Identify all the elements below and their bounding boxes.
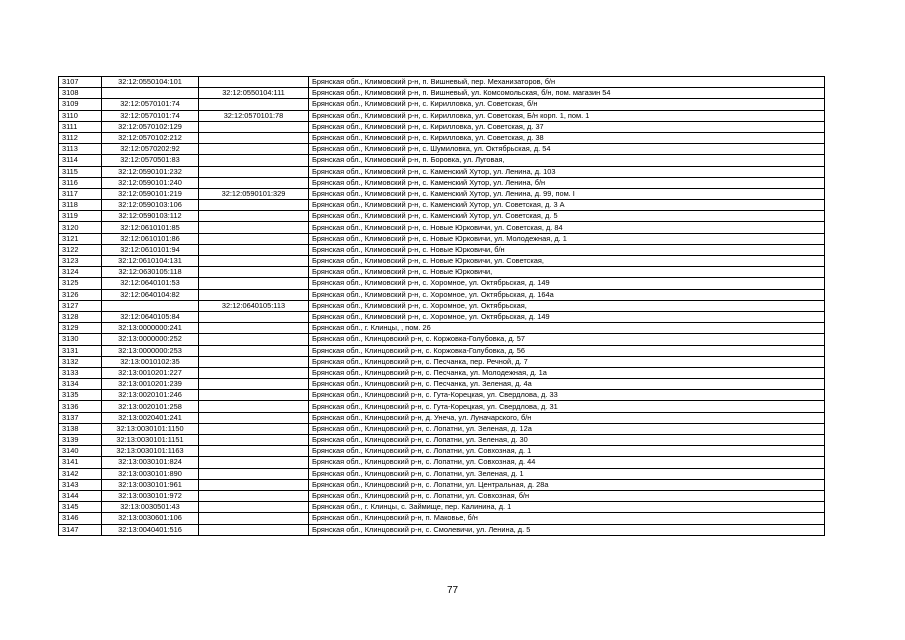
row-number-cell: 3127 xyxy=(59,300,102,311)
table-row xyxy=(59,200,825,211)
premises-cadastral-number-cell xyxy=(199,289,309,300)
table-row xyxy=(59,379,825,390)
cadastral-number-cell: 32:12:0610101:86 xyxy=(102,233,199,244)
table-row xyxy=(59,468,825,479)
table-row xyxy=(59,278,825,289)
cadastral-number-cell: 32:13:0020101:246 xyxy=(102,390,199,401)
address-cell: Брянская обл., Клинцовский р-н, с. Лопатни, ул. Зеленая, д. 30 xyxy=(309,435,825,446)
premises-cadastral-number-cell xyxy=(199,379,309,390)
cadastral-number-cell: 32:12:0570501:83 xyxy=(102,155,199,166)
premises-cadastral-number-cell xyxy=(199,435,309,446)
premises-cadastral-number-cell xyxy=(199,502,309,513)
table-row xyxy=(59,110,825,121)
row-number-cell: 3130 xyxy=(59,334,102,345)
address-cell: Брянская обл., Клинцовский р-н, с. Лопатни, ул. Центральная, д. 28а xyxy=(309,479,825,490)
table-row xyxy=(59,211,825,222)
premises-cadastral-number-cell xyxy=(199,334,309,345)
premises-cadastral-number-cell xyxy=(199,412,309,423)
premises-cadastral-number-cell: 32:12:0570101:78 xyxy=(199,110,309,121)
premises-cadastral-number-cell xyxy=(199,524,309,535)
address-cell: Брянская обл., Климовский р-н, с. Кирилловка, ул. Советская, д. 37 xyxy=(309,121,825,132)
premises-cadastral-number-cell xyxy=(199,177,309,188)
address-cell: Брянская обл., Климовский р-н, с. Хоромное, ул. Октябрьская, д. 164а xyxy=(309,289,825,300)
cadastral-number-cell: 32:13:0040401:516 xyxy=(102,524,199,535)
table-row xyxy=(59,524,825,535)
table-row xyxy=(59,177,825,188)
cadastral-number-cell: 32:12:0640104:82 xyxy=(102,289,199,300)
premises-cadastral-number-cell xyxy=(199,278,309,289)
row-number-cell: 3121 xyxy=(59,233,102,244)
row-number-cell: 3114 xyxy=(59,155,102,166)
table-row xyxy=(59,513,825,524)
page-number: 77 xyxy=(446,585,459,596)
row-number-cell: 3133 xyxy=(59,367,102,378)
cadastral-number-cell: 32:12:0590103:106 xyxy=(102,200,199,211)
table-row xyxy=(59,502,825,513)
address-cell: Брянская обл., Клинцовский р-н, с. Песчанка, ул. Зеленая, д. 4а xyxy=(309,379,825,390)
cadastral-number-cell: 32:12:0590101:232 xyxy=(102,166,199,177)
table-row xyxy=(59,367,825,378)
table-row xyxy=(59,311,825,322)
cadastral-number-cell: 32:12:0570101:74 xyxy=(102,110,199,121)
cadastral-number-cell: 32:13:0030101:961 xyxy=(102,479,199,490)
row-number-cell: 3122 xyxy=(59,244,102,255)
premises-cadastral-number-cell xyxy=(199,211,309,222)
cadastral-number-cell: 32:13:0030101:1150 xyxy=(102,423,199,434)
row-number-cell: 3138 xyxy=(59,423,102,434)
row-number-cell: 3118 xyxy=(59,200,102,211)
premises-cadastral-number-cell: 32:12:0590101:329 xyxy=(199,188,309,199)
address-cell: Брянская обл., Клинцовский р-н, с. Коржовка-Голубовка, д. 56 xyxy=(309,345,825,356)
table-row xyxy=(59,300,825,311)
row-number-cell: 3119 xyxy=(59,211,102,222)
address-cell: Брянская обл., Климовский р-н, с. Каменский Хутор, ул. Советская, д. 5 xyxy=(309,211,825,222)
cadastral-number-cell: 32:13:0030601:106 xyxy=(102,513,199,524)
premises-cadastral-number-cell xyxy=(199,457,309,468)
premises-cadastral-number-cell xyxy=(199,479,309,490)
row-number-cell: 3135 xyxy=(59,390,102,401)
table-row xyxy=(59,479,825,490)
row-number-cell: 3115 xyxy=(59,166,102,177)
row-number-cell: 3129 xyxy=(59,323,102,334)
premises-cadastral-number-cell: 32:12:0640105:113 xyxy=(199,300,309,311)
address-cell: Брянская обл., Клинцовский р-н, п. Маковье, б/н xyxy=(309,513,825,524)
address-cell: Брянская обл., Климовский р-н, п. Вишневый, ул. Комсомольская, б/н, пом. магазин 54 xyxy=(309,88,825,99)
premises-cadastral-number-cell xyxy=(199,401,309,412)
cadastral-number-cell: 32:12:0610101:85 xyxy=(102,222,199,233)
row-number-cell: 3116 xyxy=(59,177,102,188)
address-cell: Брянская обл., Климовский р-н, с. Хоромное, ул. Октябрьская, д. 149 xyxy=(309,278,825,289)
cadastral-number-cell: 32:12:0610104:131 xyxy=(102,256,199,267)
table-row xyxy=(59,166,825,177)
table-row xyxy=(59,390,825,401)
row-number-cell: 3107 xyxy=(59,77,102,88)
premises-cadastral-number-cell xyxy=(199,367,309,378)
premises-cadastral-number-cell: 32:12:0550104:111 xyxy=(199,88,309,99)
table-row xyxy=(59,88,825,99)
premises-cadastral-number-cell xyxy=(199,513,309,524)
premises-cadastral-number-cell xyxy=(199,311,309,322)
address-cell: Брянская обл., Климовский р-н, с. Новые Юрковичи, xyxy=(309,267,825,278)
table-row xyxy=(59,323,825,334)
row-number-cell: 3110 xyxy=(59,110,102,121)
row-number-cell: 3139 xyxy=(59,435,102,446)
row-number-cell: 3144 xyxy=(59,490,102,501)
premises-cadastral-number-cell xyxy=(199,132,309,143)
address-cell: Брянская обл., Климовский р-н, с. Каменский Хутор, ул. Ленина, б/н xyxy=(309,177,825,188)
address-cell: Брянская обл., Климовский р-н, с. Кирилловка, ул. Советская, д. 38 xyxy=(309,132,825,143)
cadastral-number-cell: 32:12:0570102:212 xyxy=(102,132,199,143)
cadastral-number-cell: 32:13:0000000:252 xyxy=(102,334,199,345)
address-cell: Брянская обл., Клинцовский р-н, с. Лопатни, ул. Совхозная, д. 1 xyxy=(309,446,825,457)
table-row xyxy=(59,334,825,345)
row-number-cell: 3108 xyxy=(59,88,102,99)
premises-cadastral-number-cell xyxy=(199,200,309,211)
address-cell: Брянская обл., Климовский р-н, с. Новые Юрковичи, ул. Молодежная, д. 1 xyxy=(309,233,825,244)
row-number-cell: 3109 xyxy=(59,99,102,110)
address-cell: Брянская обл., Клинцовский р-н, с. Гута-Корецкая, ул. Свердлова, д. 31 xyxy=(309,401,825,412)
cadastral-number-cell xyxy=(102,88,199,99)
property-registry-table xyxy=(58,76,825,536)
cadastral-number-cell: 32:13:0020101:258 xyxy=(102,401,199,412)
address-cell: Брянская обл., Климовский р-н, с. Каменский Хутор, ул. Ленина, д. 103 xyxy=(309,166,825,177)
cadastral-number-cell: 32:12:0640101:53 xyxy=(102,278,199,289)
row-number-cell: 3113 xyxy=(59,144,102,155)
address-cell: Брянская обл., Климовский р-н, с. Каменский Хутор, ул. Советская, д. 3 А xyxy=(309,200,825,211)
row-number-cell: 3120 xyxy=(59,222,102,233)
address-cell: Брянская обл., Климовский р-н, с. Новые Юрковичи, ул. Советская, xyxy=(309,256,825,267)
row-number-cell: 3125 xyxy=(59,278,102,289)
address-cell: Брянская обл., Климовский р-н, с. Хоромное, ул. Октябрьская, д. 149 xyxy=(309,311,825,322)
address-cell: Брянская обл., г. Клинцы, с. Займище, пер. Калинина, д. 1 xyxy=(309,502,825,513)
table-row xyxy=(59,244,825,255)
cadastral-number-cell: 32:12:0630105:118 xyxy=(102,267,199,278)
cadastral-number-cell: 32:13:0000000:253 xyxy=(102,345,199,356)
address-cell: Брянская обл., Климовский р-н, с. Новые Юрковичи, ул. Советская, д. 84 xyxy=(309,222,825,233)
table-row xyxy=(59,412,825,423)
table-row xyxy=(59,490,825,501)
cadastral-number-cell: 32:12:0590101:240 xyxy=(102,177,199,188)
row-number-cell: 3131 xyxy=(59,345,102,356)
address-cell: Брянская обл., Климовский р-н, с. Хоромное, ул. Октябрьская, xyxy=(309,300,825,311)
address-cell: Брянская обл., Клинцовский р-н, с. Песчанка, ул. Молодежная, д. 1а xyxy=(309,367,825,378)
cadastral-number-cell: 32:13:0010102:35 xyxy=(102,356,199,367)
table-row xyxy=(59,423,825,434)
row-number-cell: 3132 xyxy=(59,356,102,367)
premises-cadastral-number-cell xyxy=(199,267,309,278)
table-row xyxy=(59,188,825,199)
row-number-cell: 3111 xyxy=(59,121,102,132)
premises-cadastral-number-cell xyxy=(199,323,309,334)
row-number-cell: 3112 xyxy=(59,132,102,143)
row-number-cell: 3145 xyxy=(59,502,102,513)
cadastral-number-cell: 32:12:0640105:84 xyxy=(102,311,199,322)
cadastral-number-cell: 32:12:0550104:101 xyxy=(102,77,199,88)
cadastral-number-cell: 32:13:0010201:227 xyxy=(102,367,199,378)
premises-cadastral-number-cell xyxy=(199,490,309,501)
table-row xyxy=(59,121,825,132)
premises-cadastral-number-cell xyxy=(199,345,309,356)
cadastral-number-cell xyxy=(102,300,199,311)
row-number-cell: 3140 xyxy=(59,446,102,457)
cadastral-number-cell: 32:12:0610101:94 xyxy=(102,244,199,255)
address-cell: Брянская обл., Клинцовский р-н, с. Песчанка, пер. Речной, д. 7 xyxy=(309,356,825,367)
address-cell: Брянская обл., Климовский р-н, п. Вишневый, пер. Механизаторов, б/н xyxy=(309,77,825,88)
cadastral-number-cell: 32:13:0030101:824 xyxy=(102,457,199,468)
row-number-cell: 3117 xyxy=(59,188,102,199)
row-number-cell: 3126 xyxy=(59,289,102,300)
address-cell: Брянская обл., Клинцовский р-н, с. Коржовка-Голубовка, д. 57 xyxy=(309,334,825,345)
cadastral-number-cell: 32:12:0570102:129 xyxy=(102,121,199,132)
premises-cadastral-number-cell xyxy=(199,256,309,267)
premises-cadastral-number-cell xyxy=(199,244,309,255)
row-number-cell: 3136 xyxy=(59,401,102,412)
premises-cadastral-number-cell xyxy=(199,166,309,177)
row-number-cell: 3141 xyxy=(59,457,102,468)
table-row xyxy=(59,457,825,468)
premises-cadastral-number-cell xyxy=(199,121,309,132)
address-cell: Брянская обл., Климовский р-н, п. Боровка, ул. Луговая, xyxy=(309,155,825,166)
table-row xyxy=(59,267,825,278)
table-row xyxy=(59,132,825,143)
row-number-cell: 3124 xyxy=(59,267,102,278)
table-row xyxy=(59,256,825,267)
address-cell: Брянская обл., Клинцовский р-н, с. Гута-Корецкая, ул. Свердлова, д. 33 xyxy=(309,390,825,401)
cadastral-number-cell: 32:12:0570202:92 xyxy=(102,144,199,155)
table-row xyxy=(59,99,825,110)
table-row xyxy=(59,155,825,166)
address-cell: Брянская обл., Клинцовский р-н, д. Унеча, ул. Луначарского, б/н xyxy=(309,412,825,423)
premises-cadastral-number-cell xyxy=(199,77,309,88)
table-row xyxy=(59,345,825,356)
table-row xyxy=(59,446,825,457)
address-cell: Брянская обл., Климовский р-н, с. Кирилловка, ул. Советская, б/н xyxy=(309,99,825,110)
table-row xyxy=(59,435,825,446)
table-row xyxy=(59,356,825,367)
cadastral-number-cell: 32:13:0030101:1151 xyxy=(102,435,199,446)
table-row xyxy=(59,77,825,88)
row-number-cell: 3137 xyxy=(59,412,102,423)
premises-cadastral-number-cell xyxy=(199,446,309,457)
address-cell: Брянская обл., Климовский р-н, с. Кирилловка, ул. Советская, Б/н корп. 1, пом. 1 xyxy=(309,110,825,121)
table-row xyxy=(59,401,825,412)
cadastral-number-cell: 32:13:0030101:890 xyxy=(102,468,199,479)
address-cell: Брянская обл., Климовский р-н, с. Шумиловка, ул. Октябрьская, д. 54 xyxy=(309,144,825,155)
row-number-cell: 3128 xyxy=(59,311,102,322)
cadastral-number-cell: 32:12:0590103:112 xyxy=(102,211,199,222)
premises-cadastral-number-cell xyxy=(199,390,309,401)
address-cell: Брянская обл., Клинцовский р-н, с. Лопатни, ул. Совхозная, д. 44 xyxy=(309,457,825,468)
cadastral-number-cell: 32:13:0030501:43 xyxy=(102,502,199,513)
address-cell: Брянская обл., г. Клинцы, , пом. 26 xyxy=(309,323,825,334)
address-cell: Брянская обл., Клинцовский р-н, с. Смолевичи, ул. Ленина, д. 5 xyxy=(309,524,825,535)
address-cell: Брянская обл., Климовский р-н, с. Каменский Хутор, ул. Ленина, д. 99, пом. I xyxy=(309,188,825,199)
row-number-cell: 3123 xyxy=(59,256,102,267)
premises-cadastral-number-cell xyxy=(199,222,309,233)
premises-cadastral-number-cell xyxy=(199,233,309,244)
row-number-cell: 3134 xyxy=(59,379,102,390)
cadastral-number-cell: 32:13:0000000:241 xyxy=(102,323,199,334)
address-cell: Брянская обл., Клинцовский р-н, с. Лопатни, ул. Зеленая, д. 1 xyxy=(309,468,825,479)
row-number-cell: 3143 xyxy=(59,479,102,490)
premises-cadastral-number-cell xyxy=(199,356,309,367)
cadastral-number-cell: 32:13:0030101:1163 xyxy=(102,446,199,457)
cadastral-number-cell: 32:13:0020401:241 xyxy=(102,412,199,423)
cadastral-number-cell: 32:13:0010201:239 xyxy=(102,379,199,390)
row-number-cell: 3142 xyxy=(59,468,102,479)
table-row xyxy=(59,144,825,155)
premises-cadastral-number-cell xyxy=(199,155,309,166)
table-row xyxy=(59,233,825,244)
premises-cadastral-number-cell xyxy=(199,423,309,434)
address-cell: Брянская обл., Клинцовский р-н, с. Лопатни, ул. Совхозная, б/н xyxy=(309,490,825,501)
premises-cadastral-number-cell xyxy=(199,468,309,479)
address-cell: Брянская обл., Клинцовский р-н, с. Лопатни, ул. Зеленая, д. 12а xyxy=(309,423,825,434)
cadastral-number-cell: 32:12:0570101:74 xyxy=(102,99,199,110)
row-number-cell: 3147 xyxy=(59,524,102,535)
row-number-cell: 3146 xyxy=(59,513,102,524)
cadastral-number-cell: 32:12:0590101:219 xyxy=(102,188,199,199)
table-body xyxy=(59,77,825,536)
premises-cadastral-number-cell xyxy=(199,99,309,110)
premises-cadastral-number-cell xyxy=(199,144,309,155)
cadastral-number-cell: 32:13:0030101:972 xyxy=(102,490,199,501)
address-cell: Брянская обл., Климовский р-н, с. Новые Юрковичи, б/н xyxy=(309,244,825,255)
table-row xyxy=(59,222,825,233)
table-row xyxy=(59,289,825,300)
